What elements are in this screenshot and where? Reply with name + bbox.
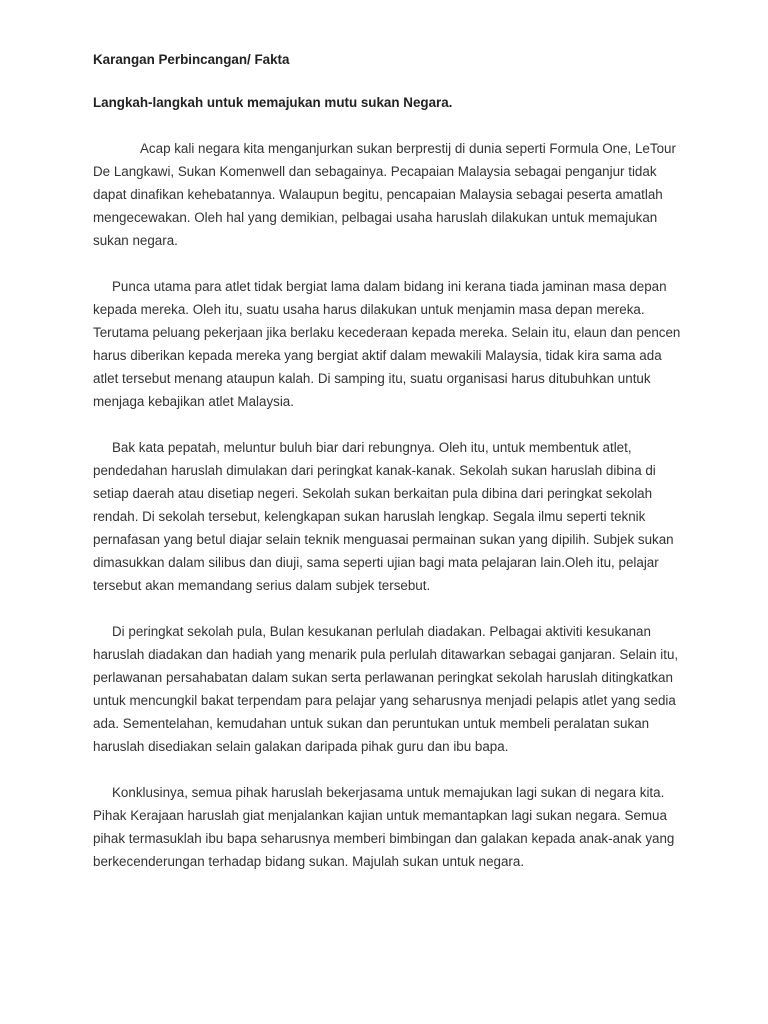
paragraph-conclusion: Konklusinya, semua pihak haruslah bekerjasama untuk memajukan lagi sukan di negara kita. Pihak Kerajaan haruslah giat menjalankan kajian untuk memantapkan lagi sukan negara. Semua pihak termasuklah ibu bapa seharusnya memberi bimbingan dan galakan kepada anak-anak yang berkecenderungan terhadap bidang sukan. Majulah sukan untuk negara. (93, 785, 675, 869)
document-page (93, 50, 683, 873)
essay-title: Langkah-langkah untuk memajukan mutu sukan Negara. (93, 95, 453, 110)
paragraph-point-3: Di peringkat sekolah pula, Bulan kesukanan perlulah diadakan. Pelbagai aktiviti kesukanan haruslah diadakan dan hadiah yang menarik pula perlulah ditawarkan sebagai ganjaran. Selain itu, perlawanan persahabatan dalam sukan serta perlawanan peringkat sekolah haruslah ditingkatkan untuk mencungkil bakat terpendam para pelajar yang seharusnya menjadi pelapis atlet yang sedia ada. Sementelahan, kemudahan untuk sukan dan peruntukan untuk membeli peralatan sukan haruslah disediakan selain galakan daripada pihak guru dan ibu bapa. (93, 624, 679, 754)
paragraph-point-1: Punca utama para atlet tidak bergiat lama dalam bidang ini kerana tiada jaminan masa depan kepada mereka. Oleh itu, suatu usaha harus dilakukan untuk menjamin masa depan mereka. Terutama peluang pekerjaan jika berlaku kecederaan kepada mereka. Selain itu, elaun dan pencen harus diberikan kepada mereka yang bergiat aktif dalam mewakili Malaysia, tidak kira sama ada atlet tersebut menang ataupun kalah. Di samping itu, suatu organisasi harus ditubuhkan untuk menjaga kebajikan atlet Malaysia. (93, 279, 681, 409)
paragraph-point-2: Bak kata pepatah, meluntur buluh biar dari rebungnya. Oleh itu, untuk membentuk atlet, pendedahan haruslah dimulakan dari peringkat kanak-kanak. Sekolah sukan haruslah dibina di setiap daerah atau disetiap negeri. Sekolah sukan berkaitan pula dibina dari peringkat sekolah rendah. Di sekolah tersebut, kelengkapan sukan haruslah lengkap. Segala ilmu seperti teknik pernafasan yang betul diajar selain teknik menguasai permainan sukan yang dipilih. Subjek sukan dimasukkan dalam silibus dan diuji, sama seperti ujian bagi mata pelajaran lain.Oleh itu, pelajar tersebut akan memandang serius dalam subjek tersebut. (93, 440, 674, 593)
document-heading: Karangan Perbincangan/ Fakta (93, 52, 290, 67)
paragraph-introduction: Acap kali negara kita menganjurkan sukan berprestij di dunia seperti Formula One, LeTour De Langkawi, Sukan Komenwell dan sebagainya. Pecapaian Malaysia sebagai penganjur tidak dapat dinafikan kehebatannya. Walaupun begitu, pencapaian Malaysia sebagai peserta amatlah mengecewakan. Oleh hal yang demikian, pelbagai usaha haruslah dilakukan untuk memajukan sukan negara. (93, 141, 676, 248)
